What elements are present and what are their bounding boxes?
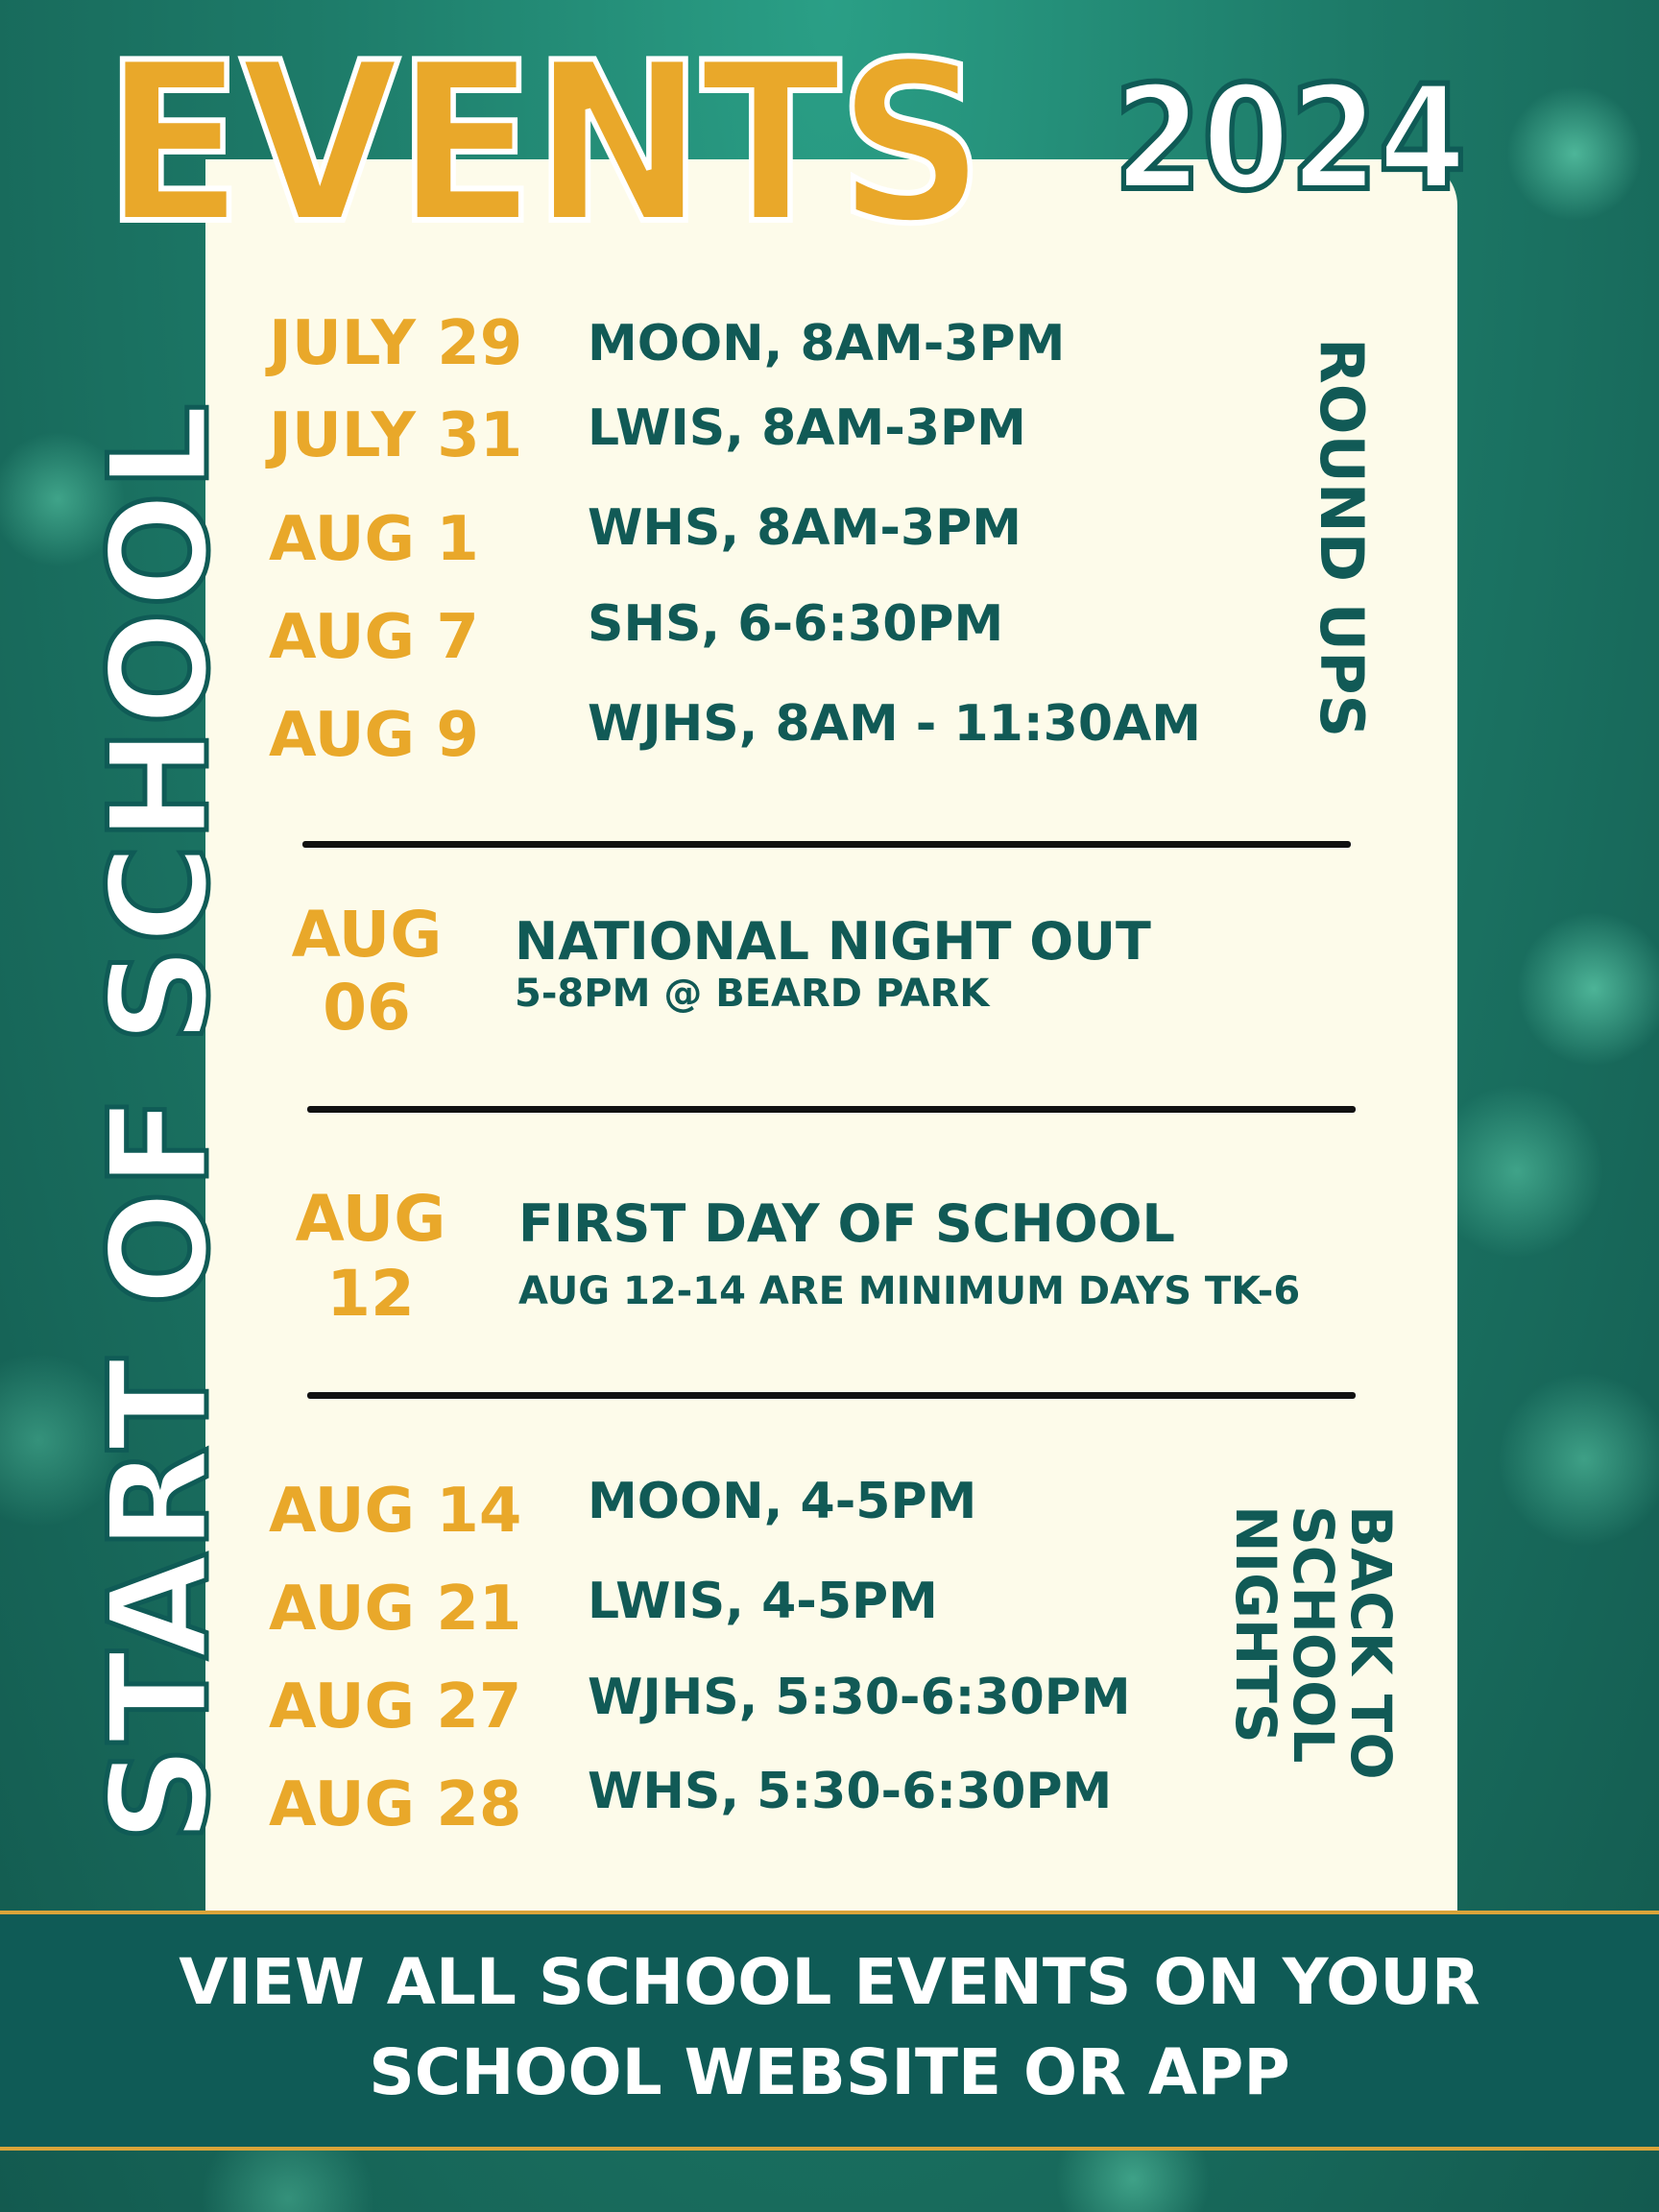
label-line: SCHOOL — [1281, 1505, 1346, 1764]
event-title: NATIONAL NIGHT OUT — [515, 911, 1151, 972]
event-date: AUG 21 — [269, 1574, 522, 1645]
event-month: AUG — [295, 1182, 446, 1256]
event-detail: AUG 12-14 ARE MINIMUM DAYS TK-6 — [518, 1269, 1301, 1313]
event-day: 06 — [323, 971, 411, 1045]
footer-banner — [0, 1911, 1659, 2151]
event-detail: WHS, 5:30-6:30PM — [588, 1763, 1113, 1820]
label-line: NIGHTS — [1223, 1505, 1288, 1743]
event-detail: 5-8PM @ BEARD PARK — [515, 972, 990, 1016]
event-date: AUG 14 — [269, 1476, 522, 1547]
event-day: 12 — [326, 1257, 415, 1331]
event-detail: WJHS, 8AM - 11:30AM — [588, 695, 1202, 753]
event-date: AUG 27 — [269, 1671, 522, 1743]
event-detail: MOON, 8AM-3PM — [588, 315, 1066, 373]
year-label: 2024 — [1114, 56, 1467, 223]
roundups-label: ROUND UPS — [1307, 338, 1377, 738]
event-date: JULY 29 — [269, 308, 523, 379]
page-title: EVENTS — [104, 16, 982, 273]
event-date: AUG 1 — [269, 504, 479, 575]
event-date: AUG 28 — [269, 1769, 522, 1840]
event-date: AUG 7 — [269, 602, 479, 673]
event-title: FIRST DAY OF SCHOOL — [518, 1193, 1175, 1254]
footer-line-1: VIEW ALL SCHOOL EVENTS ON YOUR — [179, 1945, 1480, 2019]
event-date: AUG 9 — [269, 700, 479, 771]
event-detail: MOON, 4-5PM — [588, 1473, 977, 1530]
event-detail: SHS, 6-6:30PM — [588, 595, 1004, 653]
event-detail: WHS, 8AM-3PM — [588, 499, 1022, 557]
event-detail: LWIS, 4-5PM — [588, 1573, 938, 1630]
divider — [307, 1392, 1356, 1399]
event-month: AUG — [291, 898, 443, 972]
back-to-school-label — [1223, 1505, 1404, 1780]
event-date: JULY 31 — [269, 400, 523, 471]
event-detail: WJHS, 5:30-6:30PM — [588, 1669, 1131, 1726]
event-detail: LWIS, 8AM-3PM — [588, 399, 1026, 457]
label-line: BACK TO — [1338, 1505, 1404, 1780]
divider — [307, 1106, 1356, 1113]
divider — [302, 841, 1351, 848]
footer-line-2: SCHOOL WEBSITE OR APP — [369, 2035, 1290, 2109]
side-title: START OF SCHOOL — [81, 401, 239, 1843]
